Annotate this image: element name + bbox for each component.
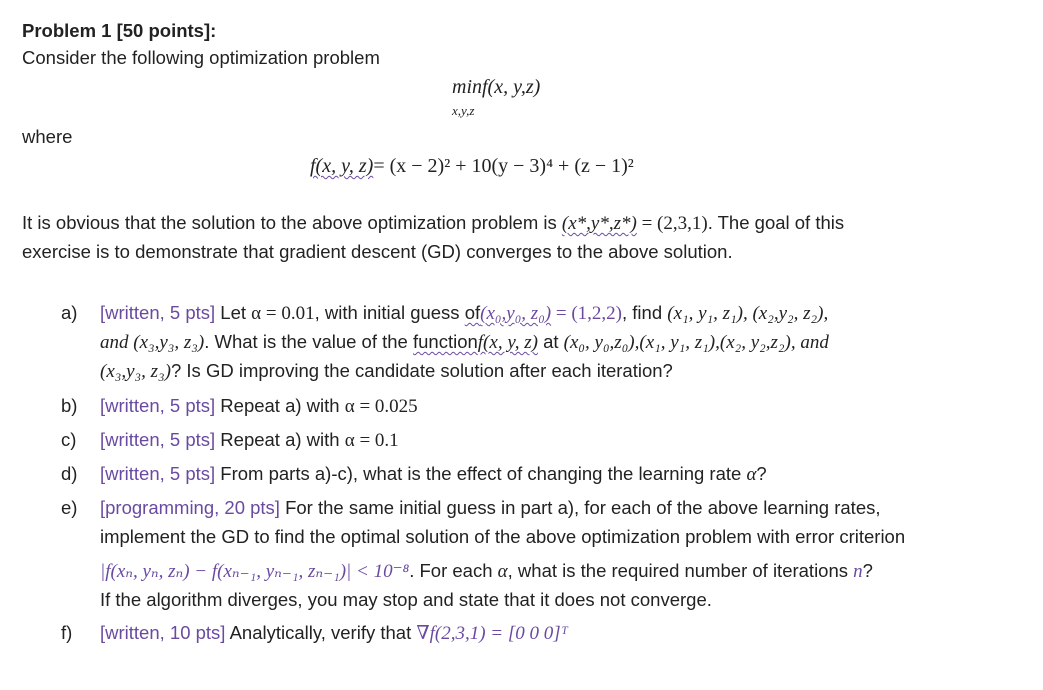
part-a-iterates: (x₁, y₁, z₁), (x₂,y₂, z₂), bbox=[667, 303, 829, 324]
solution-line-1 bbox=[22, 211, 844, 236]
part-b-line bbox=[100, 394, 418, 419]
part-e-line-4: If the algorithm diverges, you may stop and state that it does not converge. bbox=[100, 589, 712, 610]
part-a-line-3 bbox=[100, 359, 673, 384]
solution-text: It is obvious that the solution to the above optimization problem is bbox=[22, 212, 562, 233]
part-c-line bbox=[100, 428, 399, 453]
part-e-text: . For each bbox=[409, 560, 498, 581]
part-e-line-1 bbox=[100, 496, 881, 520]
part-c-label: c) bbox=[61, 429, 77, 450]
part-f-label: f) bbox=[61, 622, 73, 643]
part-e-error-criterion: |f(xₙ, yₙ, zₙ) − f(xₙ₋₁, yₙ₋₁, zₙ₋₁)| < 10⁻⁸ bbox=[100, 561, 410, 582]
part-a-initial-value: = (1,2,2) bbox=[551, 303, 622, 324]
part-d-line bbox=[100, 462, 767, 487]
part-d-text: From parts a)-c), what is the effect of changing the learning rate bbox=[215, 463, 747, 484]
part-d-alpha: α bbox=[746, 464, 757, 485]
part-a-label: a) bbox=[61, 302, 78, 323]
optimal-value: = (2,3,1) bbox=[636, 213, 708, 234]
part-c-alpha: α = 0.1 bbox=[344, 430, 399, 451]
part-f-gradient: ∇f(2,3,1) = [0 0 0]ᵀ bbox=[416, 623, 569, 644]
part-a-tag: [written, 5 pts] bbox=[100, 302, 216, 323]
part-e-line-2: implement the GD to find the optimal solution of the above optimization problem with error criterion bbox=[100, 526, 906, 547]
part-e-label: e) bbox=[61, 497, 78, 518]
optimal-point: (x*,y*,z*) bbox=[561, 213, 637, 234]
part-a-text: , with initial guess bbox=[314, 302, 465, 323]
part-e-n: n bbox=[853, 561, 863, 582]
part-b-tag: [written, 5 pts] bbox=[100, 395, 216, 416]
part-d-tag: [written, 5 pts] bbox=[100, 463, 216, 484]
part-b-label: b) bbox=[61, 395, 78, 416]
part-a-line-2 bbox=[100, 330, 829, 355]
part-e-alpha: α bbox=[497, 561, 508, 582]
part-b-text: Repeat a) with bbox=[215, 395, 345, 416]
part-c-text: Repeat a) with bbox=[215, 429, 345, 450]
part-a-question: ? Is GD improving the candidate solution after each iteration? bbox=[170, 360, 673, 381]
part-e-tag: [programming, 20 pts] bbox=[100, 497, 280, 518]
part-e-text-end: ? bbox=[862, 560, 873, 581]
part-e-line-3 bbox=[100, 559, 873, 584]
part-a-text: . What is the value of the bbox=[204, 331, 413, 352]
part-e-text: , what is the required number of iterations bbox=[507, 560, 854, 581]
part-f-line bbox=[100, 621, 568, 646]
part-a-iterate-3: and (x₃,y₃, z₃) bbox=[100, 332, 205, 353]
function-rhs: = (x − 2)² + 10(y − 3)⁴ + (z − 1)² bbox=[373, 155, 634, 177]
where-text: where bbox=[22, 126, 73, 147]
optimization-variables: x,y,z bbox=[452, 103, 475, 118]
part-f-tag: [written, 10 pts] bbox=[100, 622, 226, 643]
solution-text-end: . The goal of this bbox=[707, 212, 845, 233]
part-c-tag: [written, 5 pts] bbox=[100, 429, 216, 450]
part-a-iterate-3b: (x₃,y₃, z₃) bbox=[100, 361, 171, 382]
part-a-text: at bbox=[537, 331, 564, 352]
intro-text: Consider the following optimization problem bbox=[22, 47, 380, 68]
function-lhs: f(x, y, z) bbox=[310, 155, 374, 177]
part-b-alpha: α = 0.025 bbox=[344, 396, 418, 417]
part-d-text-end: ? bbox=[756, 463, 767, 484]
part-a-text: function bbox=[412, 331, 478, 352]
part-a-alpha: α = 0.01 bbox=[251, 303, 315, 324]
part-a-line-1 bbox=[100, 301, 828, 326]
part-a-text: of bbox=[464, 302, 481, 323]
part-a-initial-point: (x₀,y₀, z₀) bbox=[480, 303, 552, 324]
problem-title: Problem 1 [50 points]: bbox=[22, 20, 217, 41]
part-a-text: , find bbox=[622, 302, 668, 323]
part-a-points: (x₀, y₀,z₀),(x₁, y₁, z₁),(x₂, y₂,z₂), and bbox=[563, 332, 829, 353]
optimization-objective: minf(x, y,z) bbox=[452, 76, 541, 98]
function-definition bbox=[310, 155, 634, 178]
part-a-text: Let bbox=[215, 302, 252, 323]
part-a-function: f(x, y, z) bbox=[477, 332, 538, 353]
part-d-label: d) bbox=[61, 463, 78, 484]
part-f-text: Analytically, verify that bbox=[225, 622, 417, 643]
solution-line-2: exercise is to demonstrate that gradient descent (GD) converges to the above solution. bbox=[22, 241, 733, 262]
part-e-text: For the same initial guess in part a), for each of the above learning rates, bbox=[279, 497, 881, 518]
